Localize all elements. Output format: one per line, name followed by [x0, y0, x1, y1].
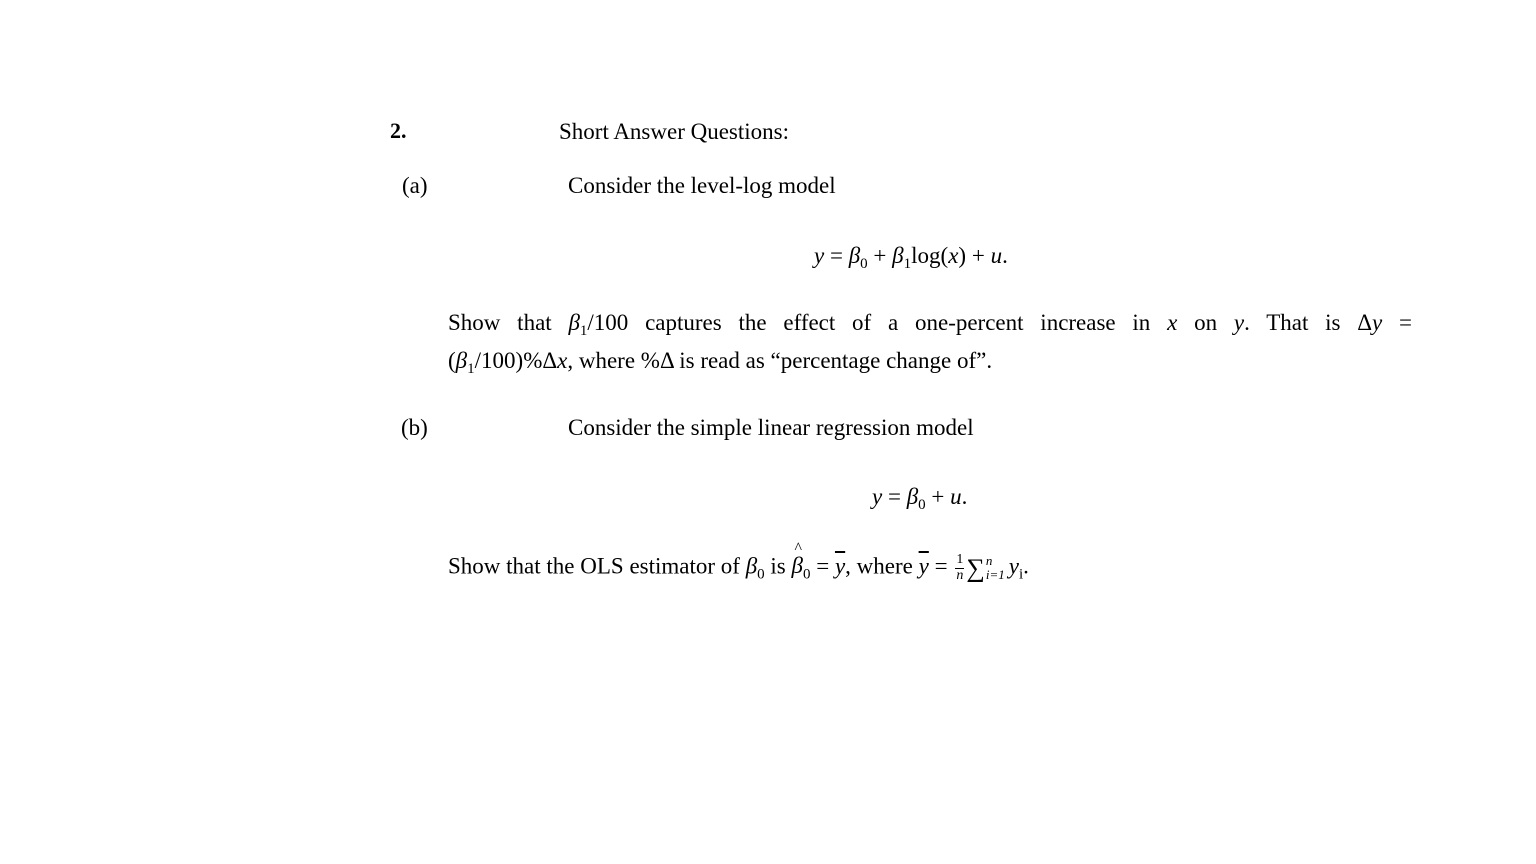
eq-a-log: log( [911, 243, 949, 268]
eq-a-close: ) [958, 243, 967, 268]
part-b-body: Show that the OLS estimator of $\beta_0$ is ^ $\beta_0 = \overline{y}$, where $\overline{y}$ = $\frac{1}{n}$ ∑ n i=1 $y_i$. [448, 553, 1029, 583]
part-b-equation [872, 484, 968, 513]
eq-a-u: u [990, 243, 1003, 268]
eq-b-plus: + [931, 484, 945, 509]
eq-a-plus1: + [873, 243, 887, 268]
question-title: Short Answer Questions: [559, 119, 789, 144]
eq-a-plus2: + [971, 243, 985, 268]
eq-b-lhs: y [872, 484, 883, 509]
eq-b-beta0: $\beta_0$ [906, 484, 926, 513]
part-a-intro: Consider the level-log model [568, 173, 836, 198]
summation-limits: n i=1 [985, 552, 1005, 583]
eq-b-period: . [961, 484, 968, 509]
eq-a-beta0: $\beta_0$ [848, 243, 868, 272]
part-a-body-line1: Show that $\beta_1/100$ captures the effect of a one-percent increase in x on y. That is Δy = [448, 310, 1413, 339]
y-bar-2: $\overline{y}$ [918, 553, 929, 579]
fraction-one-over-n: $\frac{1}{n}$ [956, 552, 964, 583]
beta-hat: ^ β [792, 554, 803, 577]
eq-a-lhs: y [814, 243, 825, 268]
part-a-label: (a) [402, 173, 428, 198]
eq-a-equals: = [829, 243, 843, 268]
eq-a-beta1: $\beta_1$ [892, 243, 912, 272]
eq-a-period: . [1002, 243, 1008, 268]
question-number: 2. [390, 118, 407, 143]
y-bar: $\overline{y}$ [834, 553, 846, 579]
part-a-equation [814, 243, 1008, 272]
part-a-body-line2: $(\beta_1/100)\%\Delta x$, where %Δ is read as “percentage change of”. [448, 348, 993, 377]
eq-a-x: x [948, 243, 959, 268]
part-b-intro: Consider the simple linear regression model [568, 415, 974, 440]
eq-b-u: u [950, 484, 962, 509]
part-b-label: (b) [401, 415, 428, 440]
summation-sign: ∑ [966, 553, 985, 583]
eq-b-equals: = [887, 484, 901, 509]
